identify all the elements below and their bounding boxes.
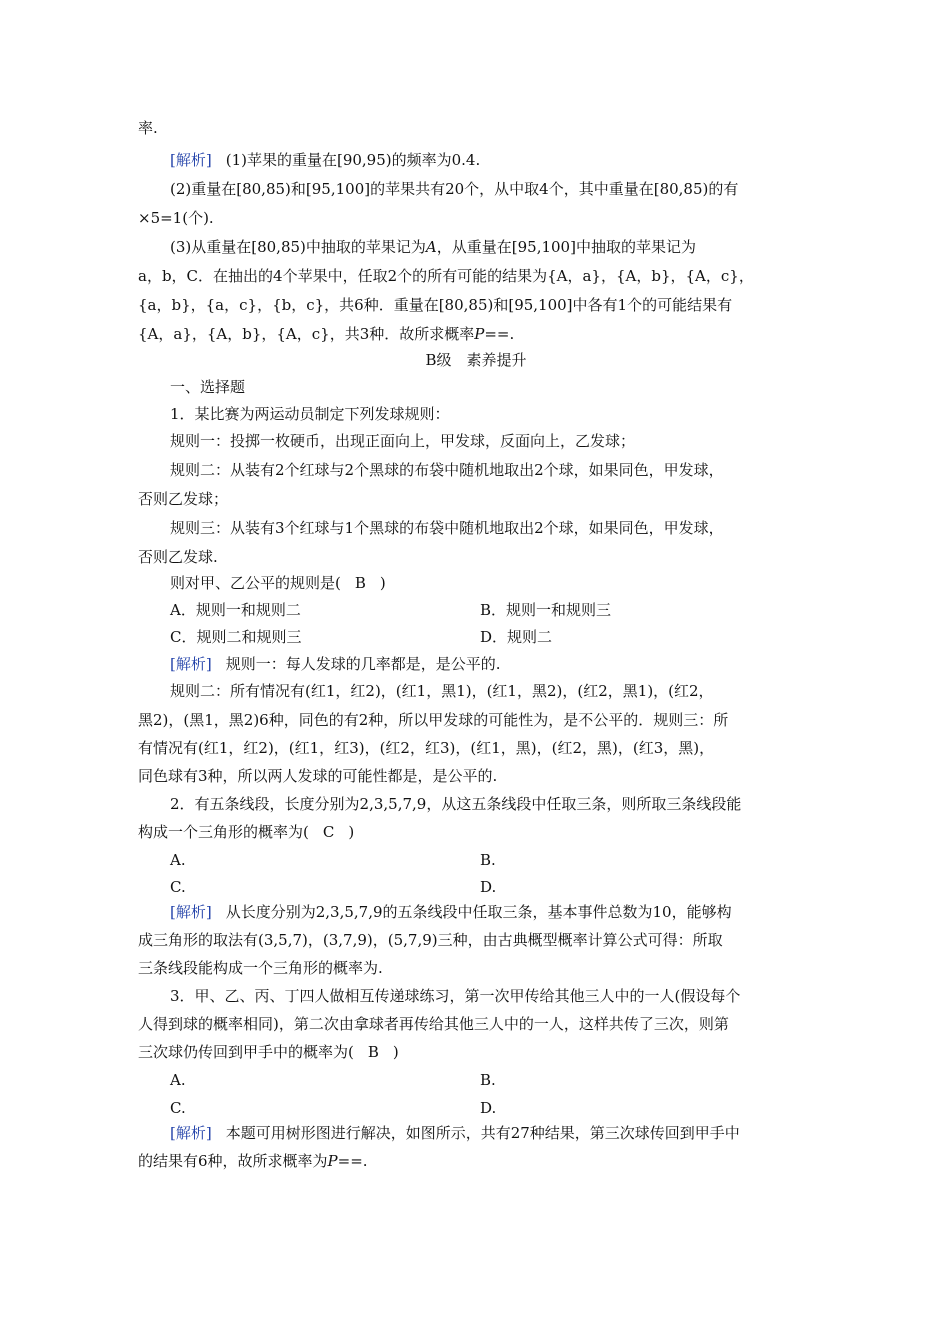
solution-line xyxy=(170,902,732,922)
option-c: C. xyxy=(170,1099,186,1117)
paragraph-line: 率. xyxy=(138,119,158,137)
paragraph-line: 同色球有3种，所以两人发球的可能性都是，是公平的. xyxy=(138,767,498,785)
text-run: ) xyxy=(392,1043,399,1061)
solution-tag: [解析] xyxy=(170,1124,212,1142)
math-var: P xyxy=(474,325,485,343)
paragraph-line: 规则三：从装有3个红球与1个黑球的布袋中随机地取出2个球，如果同色，甲发球， xyxy=(170,519,724,537)
solution-tag: [解析] xyxy=(170,655,212,673)
question-stem: 2．有五条线段，长度分别为2,3,5,7,9，从这五条线段中任取三条，则所取三条线段能 xyxy=(170,795,742,813)
text-run: 则对甲、乙公平的规则是( xyxy=(170,574,341,592)
solution-text: 本题可用树形图进行解决，如图所示，共有27种结果，第三次球传回到甲手中 xyxy=(225,1124,740,1142)
solution-text: (1)苹果的重量在[90,95)的频率为0.4. xyxy=(225,151,481,169)
paragraph-line: {a，b}，{a，c}，{b，c}，共6种．重量在[80,85)和[95,100]中各有1个的可能结果有 xyxy=(138,296,733,314)
paragraph-line xyxy=(170,237,696,257)
option-b: B. xyxy=(480,851,496,869)
part-heading: 一、选择题 xyxy=(170,378,246,396)
option-a: A. xyxy=(170,851,186,869)
option-d: D．规则二 xyxy=(480,628,553,646)
text-run: ) xyxy=(348,823,355,841)
paragraph-line: 有情况有(红1，红2)，(红1，红3)，(红2，红3)，(红1，黑)，(红2，黑)，(红3，黑)， xyxy=(138,739,715,757)
solution-text: 规则一：每人发球的几率都是，是公平的. xyxy=(225,655,501,673)
paragraph-line: 否则乙发球； xyxy=(138,490,229,508)
text-run: ) xyxy=(379,574,386,592)
question-prompt xyxy=(170,573,386,593)
math-var: P xyxy=(327,1152,338,1170)
paragraph-line: 三条线段能构成一个三角形的概率为. xyxy=(138,959,383,977)
paragraph-line: 否则乙发球. xyxy=(138,548,218,566)
option-c: C. xyxy=(170,878,186,896)
answer-letter: B xyxy=(354,574,366,592)
answer-letter: C xyxy=(322,823,335,841)
option-d: D. xyxy=(480,878,497,896)
paragraph-line: 规则二：从装有2个红球与2个黑球的布袋中随机地取出2个球，如果同色，甲发球， xyxy=(170,461,724,479)
option-b: B．规则一和规则三 xyxy=(480,601,612,619)
text-run: ==. xyxy=(337,1152,368,1170)
text-run: 三次球仍传回到甲手中的概率为( xyxy=(138,1043,354,1061)
paragraph-line: 成三角形的取法有(3,5,7)，(3,7,9)，(5,7,9)三种，由古典概型概率计算公式可得：所取 xyxy=(138,931,723,949)
question-prompt xyxy=(138,822,354,842)
solution-tag: [解析] xyxy=(170,151,212,169)
solution-line xyxy=(170,150,480,170)
solution-line xyxy=(170,1123,740,1143)
answer-letter: B xyxy=(367,1043,379,1061)
question-prompt xyxy=(138,1042,399,1062)
text-run: (3)从重量在[80,85)中抽取的苹果记为 xyxy=(170,238,426,256)
paragraph-line: (2)重量在[80,85)和[95,100]的苹果共有20个，从中取4个，其中重量在[80,85)的有 xyxy=(170,180,739,198)
solution-line xyxy=(170,654,501,674)
paragraph-line: 规则二：所有情况有(红1，红2)，(红1，黑1)，(红1，黑2)，(红2，黑1)，(红2， xyxy=(170,682,714,700)
option-d: D. xyxy=(480,1099,497,1117)
text-run: ，从重量在[95,100]中抽取的苹果记为 xyxy=(436,238,696,256)
option-b: B. xyxy=(480,1071,496,1089)
question-stem: 3．甲、乙、丙、丁四人做相互传递球练习，第一次甲传给其他三人中的一人(假设每个 xyxy=(170,987,741,1005)
paragraph-line: 黑2)，(黑1，黑2)6种，同色的有2种，所以甲发球的可能性为，是不公平的．规则三：所 xyxy=(138,711,729,729)
option-c: C．规则二和规则三 xyxy=(170,628,302,646)
option-a: A．规则一和规则二 xyxy=(170,601,301,619)
math-var: A xyxy=(425,238,437,256)
text-run: {A，a}，{A，b}，{A，c}，共3种．故所求概率 xyxy=(138,325,475,343)
option-a: A. xyxy=(170,1071,186,1089)
solution-tag: [解析] xyxy=(170,903,212,921)
solution-text: 从长度分别为2,3,5,7,9的五条线段中任取三条，基本事件总数为10，能够构 xyxy=(225,903,732,921)
paragraph-line xyxy=(138,1151,368,1171)
text-run: 的结果有6种，故所求概率为 xyxy=(138,1152,328,1170)
section-heading: B级 素养提升 xyxy=(425,351,527,369)
paragraph-line: a，b，C．在抽出的4个苹果中，任取2个的所有可能的结果为{A，a}，{A，b}，{A，c}， xyxy=(138,267,754,285)
paragraph-line: ×5=1(个). xyxy=(138,209,214,227)
paragraph-line: 人得到球的概率相同)，第二次由拿球者再传给其他三人中的一人，这样共传了三次，则第 xyxy=(138,1015,729,1033)
question-stem: 1．某比赛为两运动员制定下列发球规则： xyxy=(170,405,450,423)
text-run: 构成一个三角形的概率为( xyxy=(138,823,309,841)
paragraph-line xyxy=(138,324,514,344)
paragraph-line: 规则一：投掷一枚硬币，出现正面向上，甲发球，反面向上，乙发球； xyxy=(170,432,636,450)
text-run: ==. xyxy=(484,325,515,343)
